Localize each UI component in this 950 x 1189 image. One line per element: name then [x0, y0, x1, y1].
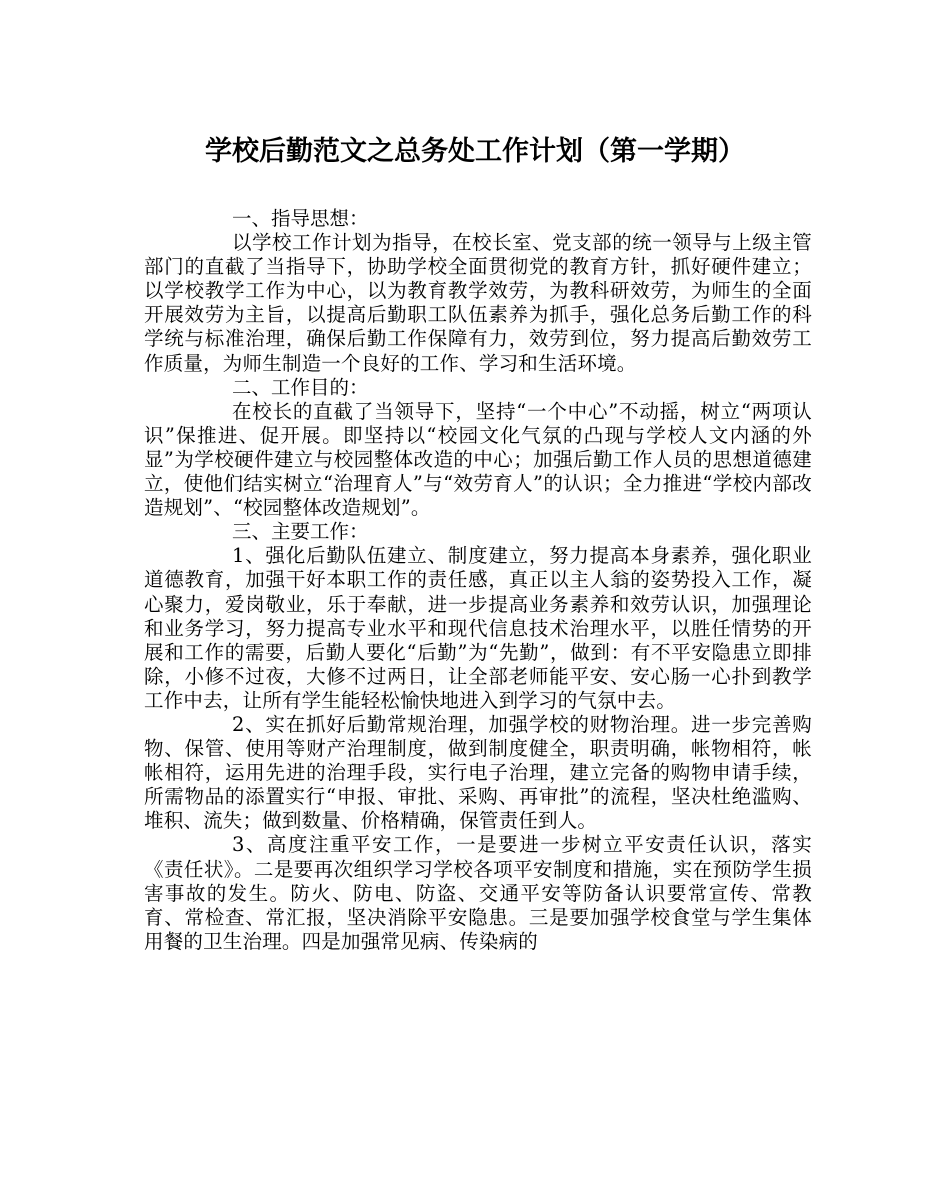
paragraph-main-work-3: 3、高度注重平安工作，一是要进一步树立平安责任认识，落实《责任状》。二是要再次组织学习学校各项平安制度和措施，实在预防学生损害事故的发生。防火、防电、防盗、交通平安等防备认识要常宣传、常教育、常检查、常汇报，坚决消除平安隐患。三是要加强学校食堂与学生集体用餐的卫生治理。四是加强常见病、传染病的 [144, 833, 812, 953]
section-heading-main-work: 三、主要工作： [232, 520, 369, 544]
paragraph-guiding-ideology: 以学校工作计划为指导，在校长室、党支部的统一领导与上级主管部门的直截了当指导下，协助学校全面贯彻党的教育方针，抓好硬件建立；以学校教学工作为中心，以为教育教学效劳，为教科研效劳，为师生的全面开展效劳为主旨，以提高后勤职工队伍素养为抓手，强化总务后勤工作的科学统与标准治理，确保后勤工作保障有力，效劳到位，努力提高后勤效劳工作质量，为师生制造一个良好的工作、学习和生活环境。 [144, 231, 812, 375]
section-heading-guiding-ideology: 一、指导思想： [232, 207, 369, 230]
paragraph-work-goals: 在校长的直截了当领导下，坚持“一个中心”不动摇，树立“两项认识”保推进、促开展。即坚持以“校园文化气氛的凸现与学校人文内涵的外显”为学校硬件建立与校园整体改造的中心；加强后勤工作人员的思想道德建立，使他们结实树立“治理育人”与“效劳育人”的认识；全力推进“学校内部改造规划”、“校园整体改造规划”。 [144, 399, 812, 520]
document-title: 学校后勤范文之总务处工作计划（第一学期） [205, 136, 745, 167]
section-heading-work-goals: 二、工作目的： [232, 375, 369, 399]
document-body [144, 207, 812, 954]
paragraph-main-work-2: 2、实在抓好后勤常规治理，加强学校的财物治理。进一步完善购物、保管、使用等财产治理制度，做到制度健全，职责明确，帐物相符，帐帐相符，运用先进的治理手段，实行电子治理，建立完备的购物申请手续，所需物品的添置实行“申报、审批、采购、再审批”的流程，坚决杜绝滥购、堆积、流失；做到数量、价格精确，保管责任到人。 [144, 712, 812, 833]
paragraph-main-work-1: 1、强化后勤队伍建立、制度建立，努力提高本身素养，强化职业道德教育，加强干好本职工作的责任感，真正以主人翁的姿势投入工作，凝心聚力，爱岗敬业，乐于奉献，进一步提高业务素养和效劳认识，加强理论和业务学习，努力提高专业水平和现代信息技术治理水平，以胜任情势的开展和工作的需要，后勤人要化“后勤”为“先勤”，做到：有不平安隐患立即排除，小修不过夜，大修不过两日，让全部老师能平安、安心肠一心扑到教学工作中去，让所有学生能轻松愉快地进入到学习的气氛中去。 [144, 544, 812, 712]
